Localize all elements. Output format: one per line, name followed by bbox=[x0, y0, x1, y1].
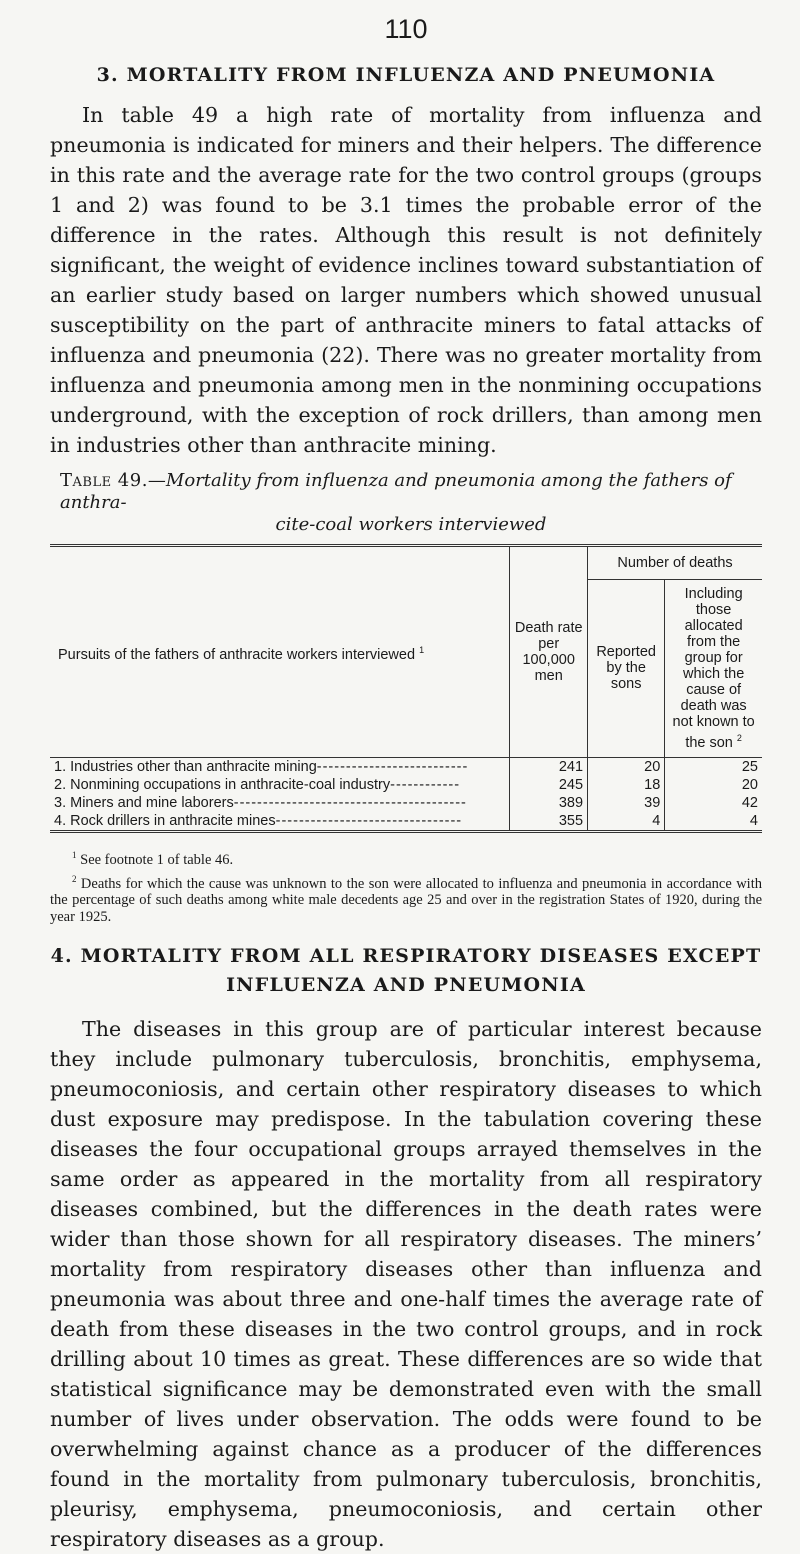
table-caption-label: Table 49. bbox=[60, 470, 148, 491]
row-rate: 245 bbox=[510, 776, 588, 794]
table-row bbox=[50, 794, 762, 812]
row-label-text: 2. Nonmining occupations in anthracite-coal industry bbox=[54, 776, 391, 793]
row-leader-dots: ------------ bbox=[390, 776, 461, 793]
header-including-note: 2 bbox=[736, 733, 742, 743]
header-pursuits-text: Pursuits of the fathers of anthracite workers interviewed bbox=[58, 646, 416, 663]
section-3-title: 3. MORTALITY FROM INFLUENZA AND PNEUMONIA bbox=[96, 64, 716, 86]
header-including bbox=[665, 580, 762, 758]
table-caption-text: —Mortality from influenza and pneumonia among the fathers of anthra- bbox=[60, 470, 732, 513]
section-3-paragraph: In table 49 a high rate of mortality from influenza and pneumonia is indicated for miners and their helpers. The difference in this rate and the average rate for the two control groups (groups 1 and 2) was found to be 3.1 times the probable error of the difference in the rates. Although this result is not definitely significant, the weight of evidence inclines toward substantiation of an earlier study based on larger numbers which showed unusual susceptibility on the part of anthracite miners to fatal attacks of influenza and pneumonia (22). There was no greater mortality from influenza and pneumonia among men in the nonmining occupations underground, with the exception of rock drillers, than among men in industries other than anthracite mining. bbox=[50, 103, 762, 457]
table-header-row bbox=[50, 546, 762, 580]
header-number-of-deaths: Number of deaths bbox=[588, 546, 762, 580]
row-label-text: 1. Industries other than anthracite mining bbox=[54, 758, 317, 775]
page-number: 110 bbox=[384, 14, 428, 44]
mortality-table bbox=[50, 544, 762, 833]
footnote-1-mark: 1 bbox=[72, 849, 77, 860]
row-including: 20 bbox=[665, 776, 762, 794]
header-death-rate: Death rate per 100,000 men bbox=[510, 546, 588, 758]
header-pursuits bbox=[50, 546, 510, 758]
table-caption-text-line2: cite-coal workers interviewed bbox=[275, 514, 547, 535]
row-label bbox=[50, 812, 510, 832]
row-reported: 4 bbox=[588, 812, 665, 832]
row-label-text: 3. Miners and mine laborers bbox=[54, 794, 234, 811]
footnote-2-mark: 2 bbox=[72, 873, 77, 884]
footnote-1-text: See footnote 1 of table 46. bbox=[80, 851, 234, 868]
row-reported: 20 bbox=[588, 757, 665, 776]
header-reported: Reported by the sons bbox=[588, 580, 665, 758]
footnote-2-text: Deaths for which the cause was unknown to the son were allocated to influenza and pneumonia in accordance with the percentage of such deaths among white male decedents age 25 and over in the registration States of 1920, during the year 1925. bbox=[50, 875, 762, 926]
row-rate: 355 bbox=[510, 812, 588, 832]
row-including: 4 bbox=[665, 812, 762, 832]
header-including-text: Including those allocated from the group for which the cause of death was not known to the son bbox=[672, 586, 755, 751]
table-row bbox=[50, 812, 762, 832]
row-rate: 241 bbox=[510, 757, 588, 776]
row-label bbox=[50, 757, 510, 776]
table-row bbox=[50, 776, 762, 794]
row-label-text: 4. Rock drillers in anthracite mines bbox=[54, 812, 276, 829]
section-4-title-line2: INFLUENZA AND PNEUMONIA bbox=[226, 974, 586, 997]
table-caption bbox=[50, 470, 762, 536]
row-reported: 39 bbox=[588, 794, 665, 812]
row-including: 42 bbox=[665, 794, 762, 812]
table-row bbox=[50, 757, 762, 776]
row-leader-dots: -------------------------- bbox=[316, 758, 469, 775]
section-4-title bbox=[50, 942, 762, 1000]
section-4-title-line1: 4. MORTALITY FROM ALL RESPIRATORY DISEASES EXCEPT bbox=[50, 945, 762, 968]
row-leader-dots: ---------------------------------------- bbox=[233, 794, 467, 811]
header-pursuits-note: 1 bbox=[419, 644, 425, 655]
row-label bbox=[50, 776, 510, 794]
section-4-paragraph: The diseases in this group are of particular interest because they include pulmonary tuberculosis, bronchitis, emphysema, pneumoconiosis, and certain other respiratory diseases to which dust exposure may predispose. In the tabulation covering these diseases the four occupational groups arrayed themselves in the same order as appeared in the mortality from all respiratory diseases combined, but the differences in the death rates were wider than those shown for all respiratory diseases. The miners’ mortality from respiratory diseases other than influenza and pneumonia was about three and one-half times the average rate of death from these diseases in the two control groups, and in rock drilling about 10 times as great. These differences are so wide that statistical significance may be demonstrated even with the small number of lives under observation. The odds were found to be overwhelming against chance as a producer of the differences found in the mortality from pulmonary tuberculosis, bronchitis, pleurisy, emphysema, pneumoconiosis, and certain other respiratory diseases as a group. bbox=[50, 1017, 762, 1552]
row-leader-dots: -------------------------------- bbox=[275, 812, 463, 829]
row-rate: 389 bbox=[510, 794, 588, 812]
row-including: 25 bbox=[665, 757, 762, 776]
footnote-1 bbox=[50, 847, 762, 869]
document-page bbox=[50, 0, 762, 1554]
footnote-2 bbox=[50, 871, 762, 927]
row-reported: 18 bbox=[588, 776, 665, 794]
row-label bbox=[50, 794, 510, 812]
